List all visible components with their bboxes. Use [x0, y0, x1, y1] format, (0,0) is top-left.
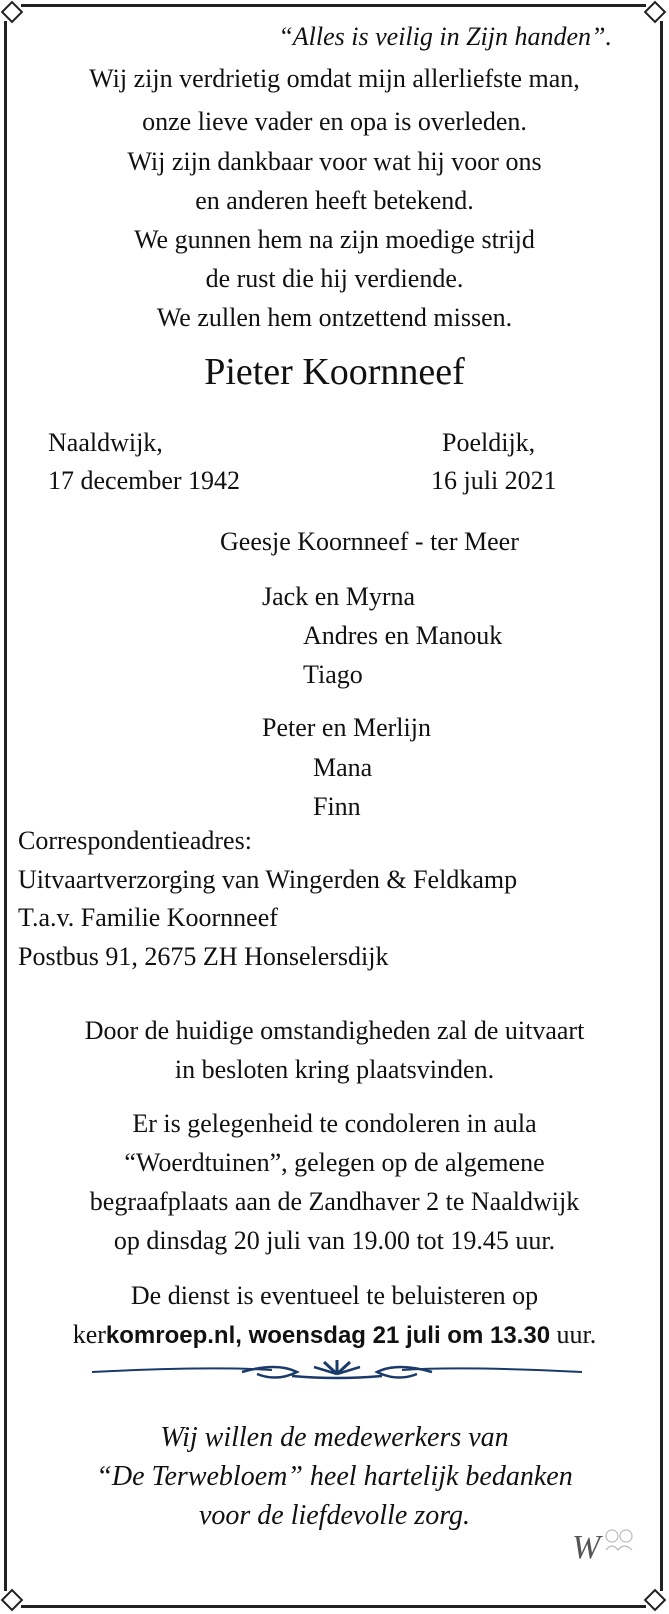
intro-line: en anderen heeft betekend.: [195, 186, 474, 215]
thanks-line: Wij willen de medewerkers van: [160, 1422, 509, 1453]
intro-line: onze lieve vader en opa is overleden.: [142, 107, 527, 136]
logo-letter: W: [572, 1529, 601, 1566]
grandchild: Mana: [313, 753, 373, 782]
condolence-line: “Woerdtuinen”, gelegen op de algemene: [124, 1148, 545, 1177]
motto: “Alles is veilig in Zijn handen”.: [278, 22, 612, 51]
condolence-line: Er is gelegenheid te condoleren in aula: [132, 1109, 537, 1138]
intro-line: Wij zijn verdrietig omdat mijn allerliefste man,: [89, 64, 580, 93]
intro-line: de rust die hij verdiende.: [205, 264, 464, 293]
death-place: Poeldijk,: [442, 428, 536, 457]
frame-corner: [646, 3, 664, 21]
publisher-logo-icon: [566, 1518, 644, 1566]
intro-line: We gunnen hem na zijn moedige strijd: [134, 225, 535, 254]
spouse: Geesje Koornneef - ter Meer: [220, 527, 519, 556]
deceased-name: Pieter Koornneef: [204, 351, 465, 393]
grandchild: Finn: [313, 792, 361, 821]
thanks-line: voor de liefdevolle zorg.: [198, 1500, 471, 1531]
birth-date: 17 december 1942: [48, 466, 241, 495]
condolence-line: begraafplaats aan de Zandhaver 2 te Naaldwijk: [89, 1187, 580, 1216]
child: Jack en Myrna: [262, 582, 416, 611]
thanks-line: “De Terwebloem” heel hartelijk bedanken: [96, 1461, 573, 1492]
funeral-line: Door de huidige omstandigheden zal de uitvaart: [84, 1016, 585, 1045]
address-line: Correspondentieadres:: [18, 826, 252, 855]
service-line: De dienst is eventueel te beluisteren op: [130, 1281, 539, 1310]
service-prefix: ker: [72, 1320, 106, 1349]
frame-corner: [3, 3, 21, 21]
frame-corner: [3, 1591, 21, 1609]
address-line: Postbus 91, 2675 ZH Honselersdijk: [18, 942, 389, 971]
funeral-line: in besloten kring plaatsvinden.: [174, 1055, 495, 1084]
intro-line: We zullen hem ontzettend missen.: [156, 303, 513, 332]
service-suffix: uur.: [550, 1320, 597, 1349]
intro-line: Wij zijn dankbaar voor wat hij voor ons: [127, 147, 542, 176]
service-stream-info: komroep.nl, woensdag 21 juli om 13.30: [105, 1322, 551, 1349]
grandchild: Andres en Manouk: [303, 621, 503, 650]
condolence-line: op dinsdag 20 juli van 19.00 tot 19.45 uur.: [113, 1226, 556, 1255]
address-line: Uitvaartverzorging van Wingerden & Feldkamp: [18, 865, 518, 894]
frame-corner: [646, 1591, 664, 1609]
service-line: [0, 1316, 669, 1355]
birth-place: Naaldwijk,: [48, 428, 163, 457]
address-line: T.a.v. Familie Koornneef: [18, 903, 278, 932]
death-date: 16 juli 2021: [431, 466, 557, 495]
ornament-divider-icon: [92, 1356, 582, 1386]
child: Peter en Merlijn: [262, 713, 431, 742]
grandchild: Tiago: [303, 660, 363, 689]
